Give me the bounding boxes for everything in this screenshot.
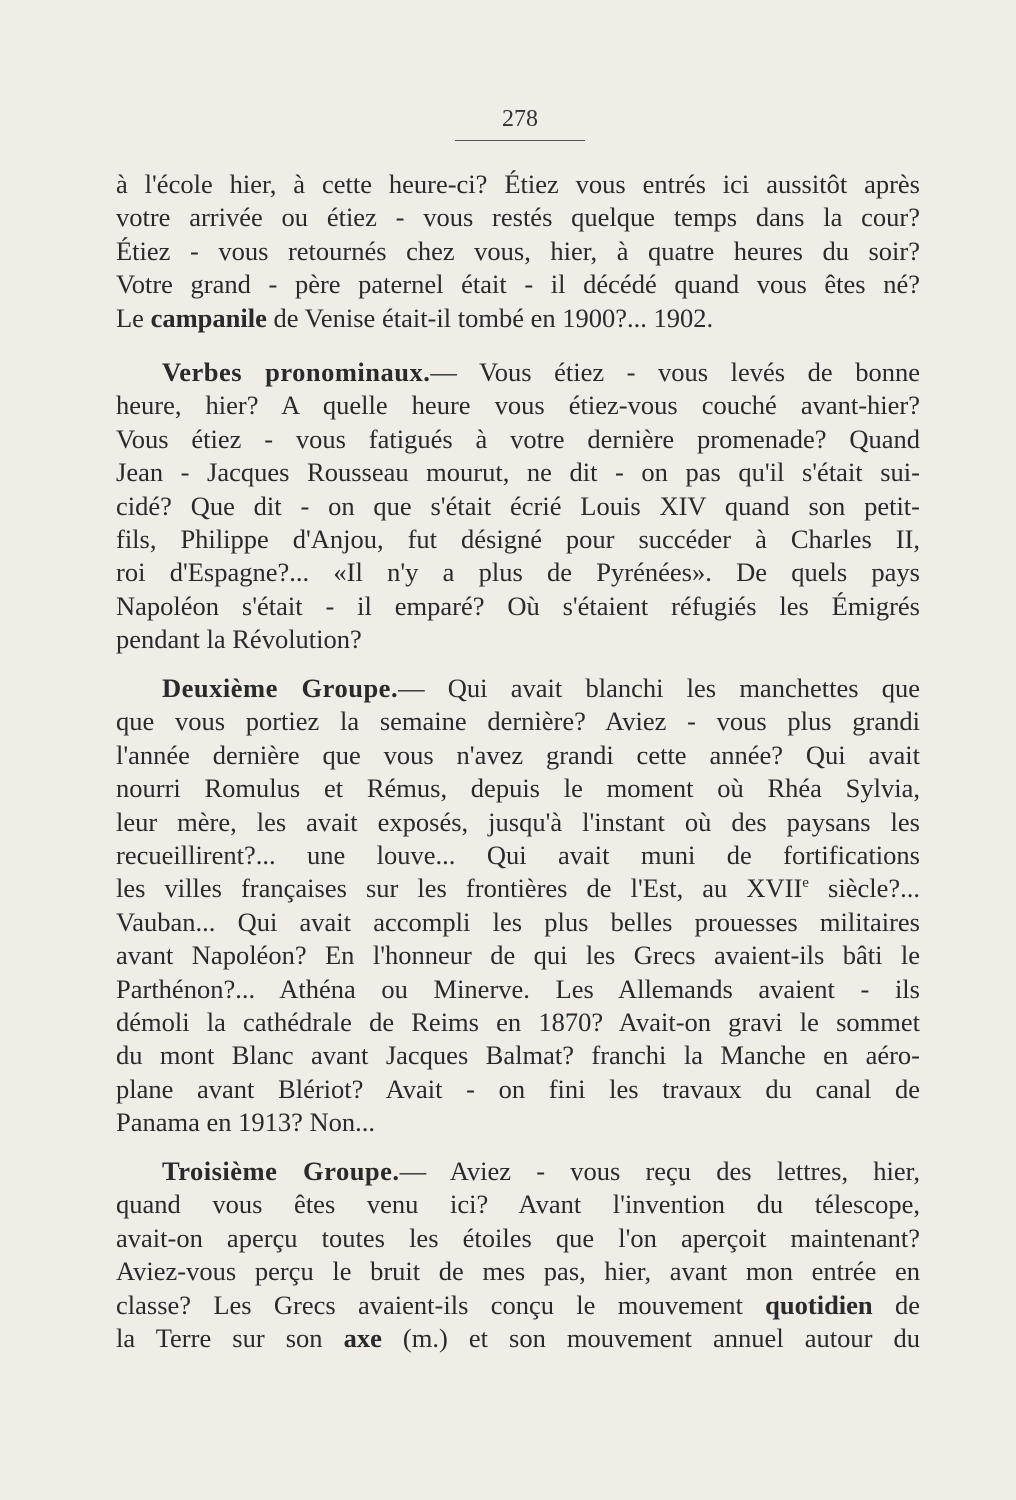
- text-line: à l'école hier, à cette heure-ci? Étiez vous entrés ici aussitôt après: [116, 169, 920, 199]
- text-line: recueillirent?... une louve... Qui avait muni de fortifications: [116, 840, 920, 871]
- text-line: les villes françaises sur les frontières de l'Est, au XVIIe siècle?...: [116, 873, 920, 904]
- text-line: Étiez - vous retournés chez vous, hier, à quatre heures du soir?: [116, 235, 920, 266]
- superscript: e: [802, 875, 809, 892]
- bold-term: campanile: [150, 302, 267, 333]
- header-rule: [455, 140, 585, 141]
- text-line: Vauban... Qui avait accompli les plus belles prouesses militaires: [116, 906, 920, 937]
- text-line: Verbes pronominaux.— Vous étiez - vous levés de bonne: [162, 357, 920, 387]
- text-line: fils, Philippe d'Anjou, fut désigné pour succéder à Charles II,: [116, 524, 920, 555]
- section-heading: Troisième Groupe.: [162, 1156, 400, 1186]
- section-heading: Deuxième Groupe.: [162, 673, 399, 703]
- text-line: du mont Blanc avant Jacques Balmat? franchi la Manche en aéro-: [116, 1040, 920, 1071]
- text-line: Parthénon?... Athéna ou Minerve. Les Allemands avaient - ils: [116, 973, 920, 1004]
- text-line: Deuxième Groupe.— Qui avait blanchi les manchettes que: [162, 673, 920, 703]
- section-verbes-pronominaux: [116, 356, 920, 657]
- text-line: la Terre sur son axe (m.) et son mouvement annuel autour du: [116, 1323, 920, 1354]
- text-line: classe? Les Grecs avaient-ils conçu le mouvement quotidien de: [116, 1289, 920, 1320]
- intro-paragraph: [116, 168, 920, 335]
- text-line: quand vous êtes venu ici? Avant l'invention du télescope,: [116, 1189, 920, 1220]
- text-line: Aviez-vous perçu le bruit de mes pas, hier, avant mon entrée en: [116, 1256, 920, 1287]
- text-line: votre arrivée ou étiez - vous restés quelque temps dans la cour?: [116, 202, 920, 233]
- text-line: que vous portiez la semaine dernière? Aviez - vous plus grandi: [116, 706, 920, 737]
- text-line: Vous étiez - vous fatigués à votre dernière promenade? Quand: [116, 423, 920, 454]
- text-line: heure, hier? A quelle heure vous étiez-vous couché avant-hier?: [116, 390, 920, 421]
- section-troisieme-groupe: [116, 1155, 920, 1355]
- text-line: cidé? Que dit - on que s'était écrié Louis XIV quand son petit-: [116, 490, 920, 521]
- text-line: Panama en 1913? Non...: [116, 1107, 376, 1138]
- section-heading: Verbes pronominaux.: [162, 357, 431, 387]
- text-line: Napoléon s'était - il emparé? Où s'étaient réfugiés les Émigrés: [116, 590, 920, 621]
- page-number: 278: [502, 106, 538, 132]
- text-line: roi d'Espagne?... «Il n'y a plus de Pyrénées». De quels pays: [116, 557, 920, 588]
- text-line: plane avant Blériot? Avait - on fini les travaux du canal de: [116, 1073, 920, 1104]
- text-line: démoli la cathédrale de Reims en 1870? Avait-on gravi le sommet: [116, 1007, 920, 1038]
- text-line: Votre grand - père paternel était - il décédé quand vous êtes né?: [116, 269, 920, 300]
- text-line: Le campanile de Venise était-il tombé en 1900?... 1902.: [116, 302, 714, 333]
- text-line: avait-on aperçu toutes les étoiles que l'on aperçoit maintenant?: [116, 1222, 920, 1253]
- text-line: leur mère, les avait exposés, jusqu'à l'instant où des paysans les: [116, 806, 920, 837]
- bold-term: quotidien: [765, 1289, 873, 1320]
- text-line: nourri Romulus et Rémus, depuis le moment où Rhéa Sylvia,: [116, 773, 920, 804]
- text-line: Jean - Jacques Rousseau mourut, ne dit - on pas qu'il s'était sui-: [116, 457, 920, 488]
- section-deuxieme-groupe: [116, 672, 920, 1140]
- text-line: l'année dernière que vous n'avez grandi cette année? Qui avait: [116, 739, 920, 770]
- text-line: pendant la Révolution?: [116, 624, 362, 655]
- bold-term: axe: [343, 1323, 382, 1354]
- text-line: Troisième Groupe.— Aviez - vous reçu des lettres, hier,: [162, 1156, 921, 1186]
- text-line: avant Napoléon? En l'honneur de qui les Grecs avaient-ils bâti le: [116, 940, 920, 971]
